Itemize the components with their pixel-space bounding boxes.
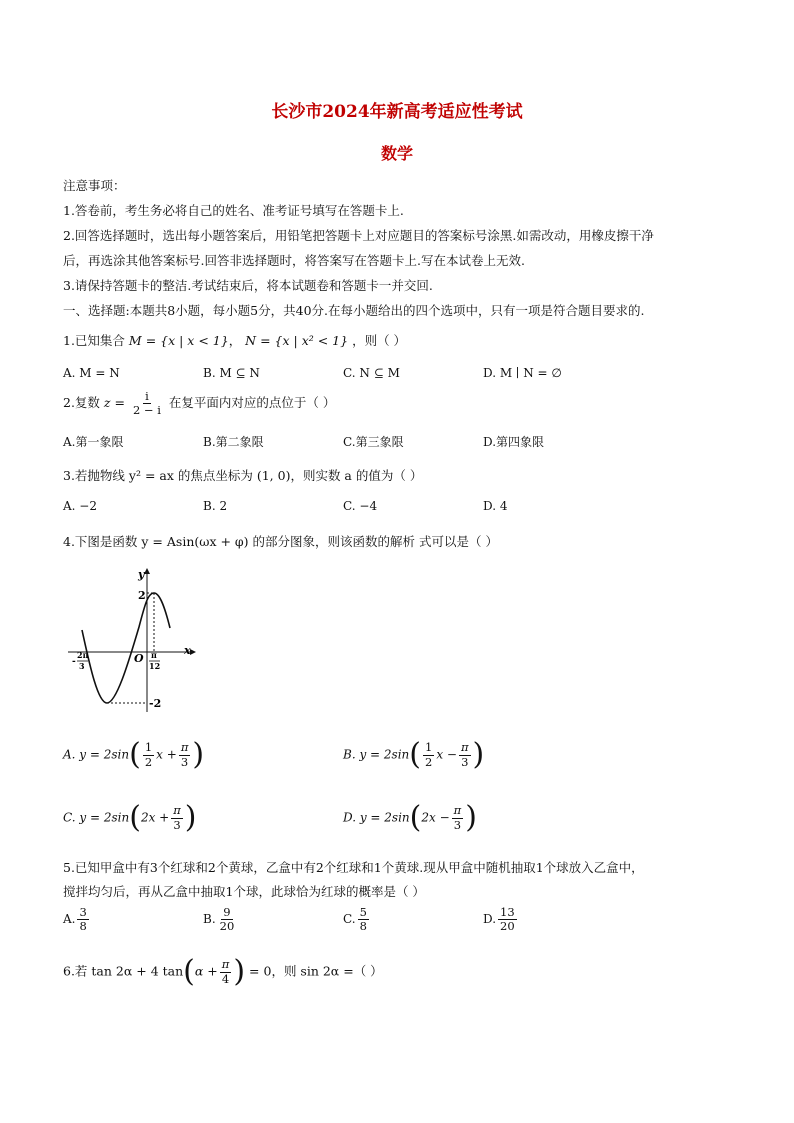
q4-d-phase [452, 804, 464, 831]
q3-option-b[interactable]: B. 2 [203, 499, 228, 513]
q1-option-c[interactable]: C. N ⊆ M [343, 366, 400, 380]
q4-a-op: x + [156, 747, 177, 762]
y-axis-arrow-icon [144, 568, 150, 574]
q5-option-d[interactable] [483, 906, 519, 933]
q1-prefix: 1.已知集合 [63, 333, 125, 348]
q4-c-phase-num: π [173, 803, 181, 818]
q2-option-b[interactable]: B.第二象限 [203, 435, 264, 449]
q5-d-num: 13 [500, 905, 515, 919]
q5-c-den: 8 [359, 919, 367, 934]
q4-c-inner: 2x + [140, 810, 170, 825]
q5-option-c[interactable] [343, 906, 371, 933]
left-tick-denominator: 3 [79, 661, 85, 671]
q4-b-coef [423, 741, 434, 768]
q4-a-label: A. y = 2sin [63, 747, 130, 762]
q5-option-a[interactable] [63, 906, 91, 933]
exam-title: 长沙市2024年新高考适应性考试 [271, 102, 523, 122]
x-axis-label: x [184, 644, 191, 657]
question-1: 1.已知集合 M = {x | x < 1}， N = {x | x² < 1} ，则（ ） [63, 333, 407, 348]
q5-b-den: 20 [219, 919, 235, 934]
q5-a-den: 8 [79, 919, 87, 934]
right-tick-numerator: π [151, 650, 157, 660]
q5-a-num: 3 [79, 905, 87, 919]
q4-option-d[interactable]: D. y = 2sin(2x − $\frac{\pi}{3}$ ) [343, 800, 477, 835]
q5-b-fraction [218, 906, 237, 933]
q3-option-a[interactable]: A. −2 [63, 499, 97, 513]
q4-option-c[interactable]: C. y = 2sin(2x + $\frac{\pi}{3}$ ) [63, 800, 197, 835]
q5-c-num: 5 [359, 905, 367, 919]
origin-label: O [134, 652, 144, 665]
x-axis-arrow-icon [190, 649, 196, 655]
q4-a-phase-den: 3 [180, 754, 189, 769]
q3-option-c[interactable]: C. −4 [343, 499, 378, 513]
left-tick-sign: - [72, 657, 76, 667]
q4-d-phase-den: 3 [453, 817, 462, 832]
q3-option-d[interactable]: D. 4 [483, 499, 508, 513]
q5-c-fraction [358, 906, 369, 933]
q5-c-label: C. [343, 912, 356, 927]
q4-b-coef-den: 2 [425, 754, 433, 769]
q1-option-d[interactable]: D. M ∣ N = ∅ [483, 366, 562, 380]
q4-b-phase-num: π [460, 740, 469, 755]
q1-set-m: M = {x | x < 1} [128, 333, 229, 348]
y-axis-label: y [138, 568, 145, 581]
q5-b-label: B. [203, 912, 216, 927]
q4-a-coef-num: 1 [144, 740, 153, 755]
question-4: 4.下图是函数 y = Asin(ωx + φ) 的部分图象，则该函数的解析 式可以是（ ） [63, 534, 498, 549]
q4-a-phase-num: π [180, 740, 189, 755]
q4-c-phase [171, 804, 183, 831]
note-item-1: 1.答卷前，考生务必将自己的姓名、准考证号填写在答题卡上. [63, 203, 404, 218]
q4-a-phase [179, 741, 191, 768]
q4-sine-graph [60, 562, 200, 722]
q6-suffix: = 0，则 sin 2α =（ ） [249, 963, 383, 979]
q4-b-phase [459, 741, 471, 768]
q4-a-coef-den: 2 [144, 754, 153, 769]
q2-suffix: 在复平面内对应的点位于（ ） [168, 395, 336, 411]
y-min-label: -2 [149, 697, 162, 710]
q4-d-label: D. y = 2sin [343, 810, 410, 825]
q6-den: 4 [221, 971, 230, 986]
q2-fraction [131, 390, 163, 417]
q5-a-label: A. [63, 912, 76, 927]
y-max-label: 2 [138, 589, 146, 602]
q5-option-b[interactable] [203, 906, 238, 933]
q4-b-phase-den: 3 [461, 754, 469, 769]
q2-option-a[interactable]: A.第一象限 [63, 435, 124, 449]
q5-d-label: D. [483, 912, 497, 927]
q4-b-op: x − [436, 747, 457, 762]
q6-prefix: 6.若 tan 2α + 4 tan [63, 963, 184, 979]
q4-b-coef-num: 1 [425, 740, 433, 755]
q1-option-b[interactable]: B. M ⊆ N [203, 366, 260, 380]
section-heading: 一、选择题:本题共8小题，每小题5分，共40分.在每小题给出的四个选项中，只有一项是符合题目要求的. [63, 303, 645, 318]
q4-c-label: C. y = 2sin [63, 810, 130, 825]
right-tick-denominator: 12 [149, 661, 161, 671]
q4-d-inner: 2x − [421, 810, 450, 825]
q5-d-fraction [498, 906, 517, 933]
q6-num: π [221, 957, 230, 972]
q5-d-den: 20 [500, 919, 515, 934]
question-6: 6.若 tan 2α + 4 tan(α + $\frac{\pi}{4}$ ) = 0，则 sin 2α =（ ） [63, 954, 383, 989]
question-3: 3.若抛物线 y² = ax 的焦点坐标为 (1, 0)，则实数 a 的值为（ ） [63, 468, 423, 483]
q4-d-phase-num: π [453, 803, 462, 818]
q2-z: z = [103, 395, 125, 411]
q4-b-label: B. y = 2sin [343, 747, 410, 762]
q6-fraction [220, 958, 232, 985]
notes-heading: 注意事项： [63, 178, 126, 193]
q4-option-b[interactable]: B. y = 2sin( $\frac{1}{2}$ x − $\frac{\pi}{3}$ ) [343, 737, 485, 772]
q2-numerator: i [145, 389, 149, 403]
q1-suffix: ，则（ ） [352, 333, 407, 348]
question-5-line-1: 5.已知甲盒中有3个红球和2个黄球，乙盒中有2个红球和1个黄球.现从甲盒中随机抽取1个球放入乙盒中， [63, 860, 644, 875]
q1-set-n: N = {x | x² < 1} [245, 333, 349, 348]
q1-option-a[interactable]: A. M = N [63, 366, 120, 380]
note-item-2-cont: 后，再选涂其他答案标号.回答非选择题时，将答案写在答题卡上.写在本试卷上无效. [63, 253, 525, 268]
q4-option-a[interactable]: A. y = 2sin( $\frac{1}{2}$ x + $\frac{\pi}{3}$ ) [63, 737, 205, 772]
left-tick-numerator: 2π [77, 650, 89, 660]
q4-a-coef [143, 741, 154, 768]
q2-option-c[interactable]: C.第三象限 [343, 435, 404, 449]
question-5-line-2: 搅拌均匀后，再从乙盒中抽取1个球，此球恰为红球的概率是（ ） [63, 884, 425, 899]
q5-a-fraction [77, 906, 88, 933]
q4-c-phase-den: 3 [173, 817, 181, 832]
sine-curve [82, 593, 170, 703]
question-2 [63, 390, 335, 417]
q2-option-d[interactable]: D.第四象限 [483, 435, 545, 449]
q6-inner: α + [194, 963, 218, 979]
q2-denominator: 2 − i [132, 403, 161, 418]
q2-prefix: 2.复数 [63, 395, 100, 411]
note-item-2: 2.回答选择题时，选出每小题答案后，用铅笔把答题卡上对应题目的答案标号涂黑.如需改动，用橡皮擦干净 [63, 228, 654, 243]
q5-b-num: 9 [223, 905, 231, 919]
note-item-3: 3.请保持答题卡的整洁.考试结束后，将本试题卷和答题卡一并交回. [63, 278, 433, 293]
exam-subject: 数学 [380, 144, 413, 163]
